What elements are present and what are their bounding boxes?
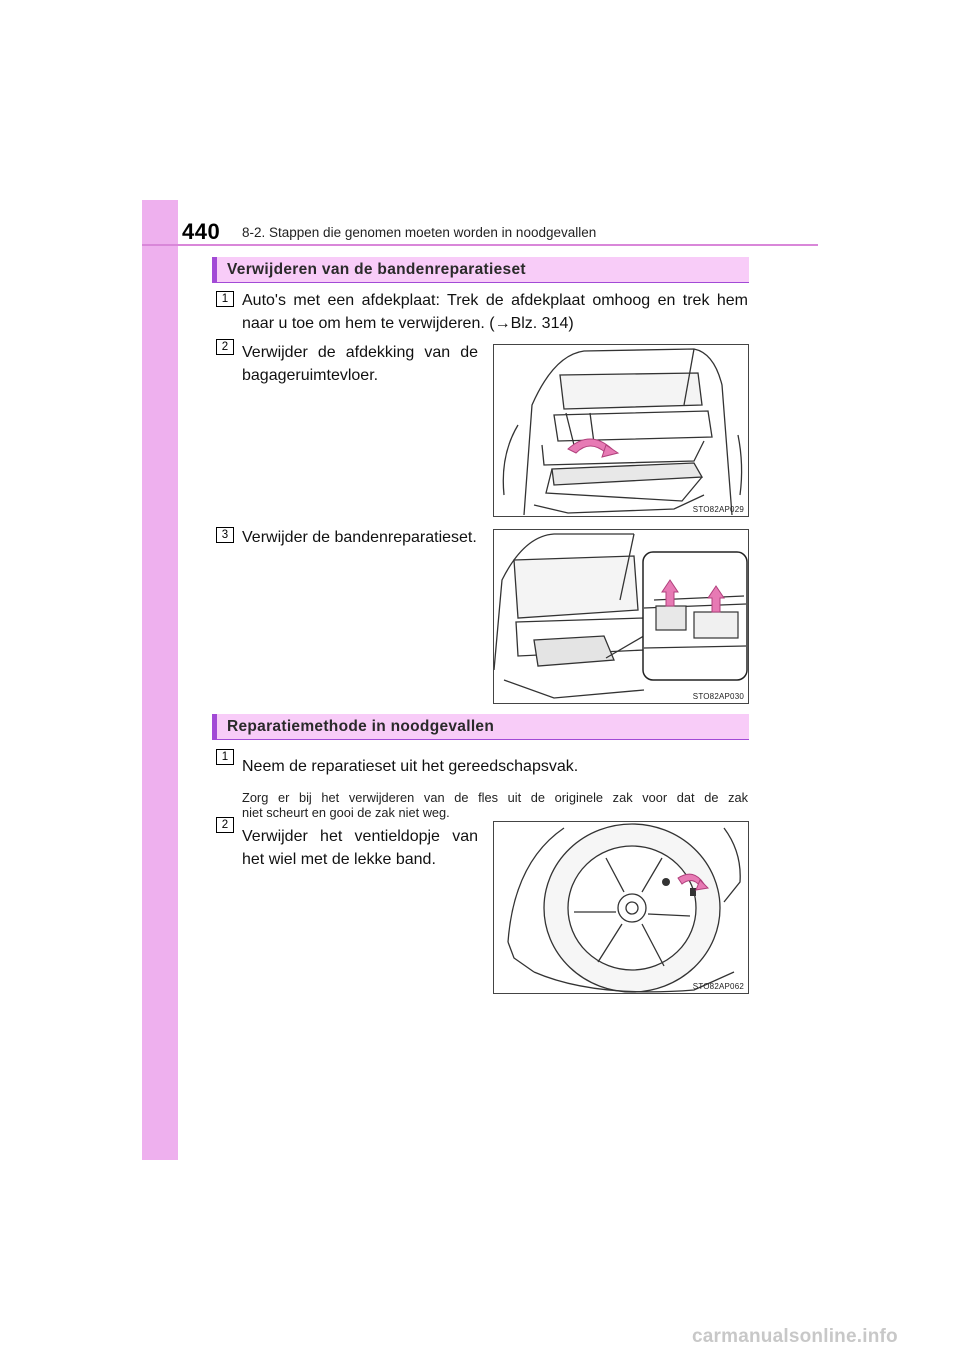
- step-text-line: bagageruimtevloer.: [242, 367, 379, 384]
- figure-code: STO82AP029: [692, 505, 744, 514]
- figure-code: STO82AP062: [692, 982, 744, 991]
- chapter-sidebar-tab: [142, 200, 178, 1160]
- step-number: 2: [216, 339, 234, 355]
- step-text-line: Verwijder het ventieldopje van: [242, 828, 478, 845]
- section-heading-remove-kit: [212, 257, 749, 283]
- chapter-title: 8-2. Stappen die genomen moeten worden in noodgevallen: [242, 225, 597, 240]
- repair-kit-illustration: [494, 530, 748, 703]
- step-number: 1: [216, 291, 234, 307]
- step-text-line: Verwijder de bandenreparatieset.: [242, 529, 477, 546]
- header-rule: [142, 244, 818, 246]
- step-number: 1: [216, 749, 234, 765]
- step-text-line: Neem de reparatieset uit het gereedschapsvak.: [242, 758, 579, 775]
- figure-trunk-floor-cover: [493, 344, 749, 517]
- step-text-line: het wiel met de lekke band.: [242, 851, 436, 868]
- step-text-line: naar u toe om hem te verwijderen. (→Blz. 314): [242, 315, 574, 332]
- step-text-line: Verwijder de afdekking van de: [242, 344, 478, 361]
- step-number: 2: [216, 817, 234, 833]
- step-note-line: Zorg er bij het verwijderen van de fles uit de originele zak voor dat de zak: [242, 790, 748, 805]
- section-title: Verwijderen van de bandenreparatieset: [227, 261, 526, 278]
- section-heading-emergency-repair: [212, 714, 749, 740]
- step-text-line: Auto's met een afdekplaat: Trek de afdekplaat omhoog en trek hem: [242, 292, 748, 309]
- wheel-valve-illustration: [494, 822, 748, 993]
- page-number: 440: [182, 219, 221, 244]
- watermark: carmanualsonline.info: [692, 1326, 898, 1347]
- section-title: Reparatiemethode in noodgevallen: [227, 718, 495, 735]
- figure-code: STO82AP030: [692, 692, 744, 701]
- step-number: 3: [216, 527, 234, 543]
- figure-remove-repair-kit: [493, 529, 749, 704]
- trunk-cover-illustration: [494, 345, 748, 516]
- step-note-line: niet scheurt en gooi de zak niet weg.: [242, 805, 450, 820]
- figure-valve-cap: [493, 821, 749, 994]
